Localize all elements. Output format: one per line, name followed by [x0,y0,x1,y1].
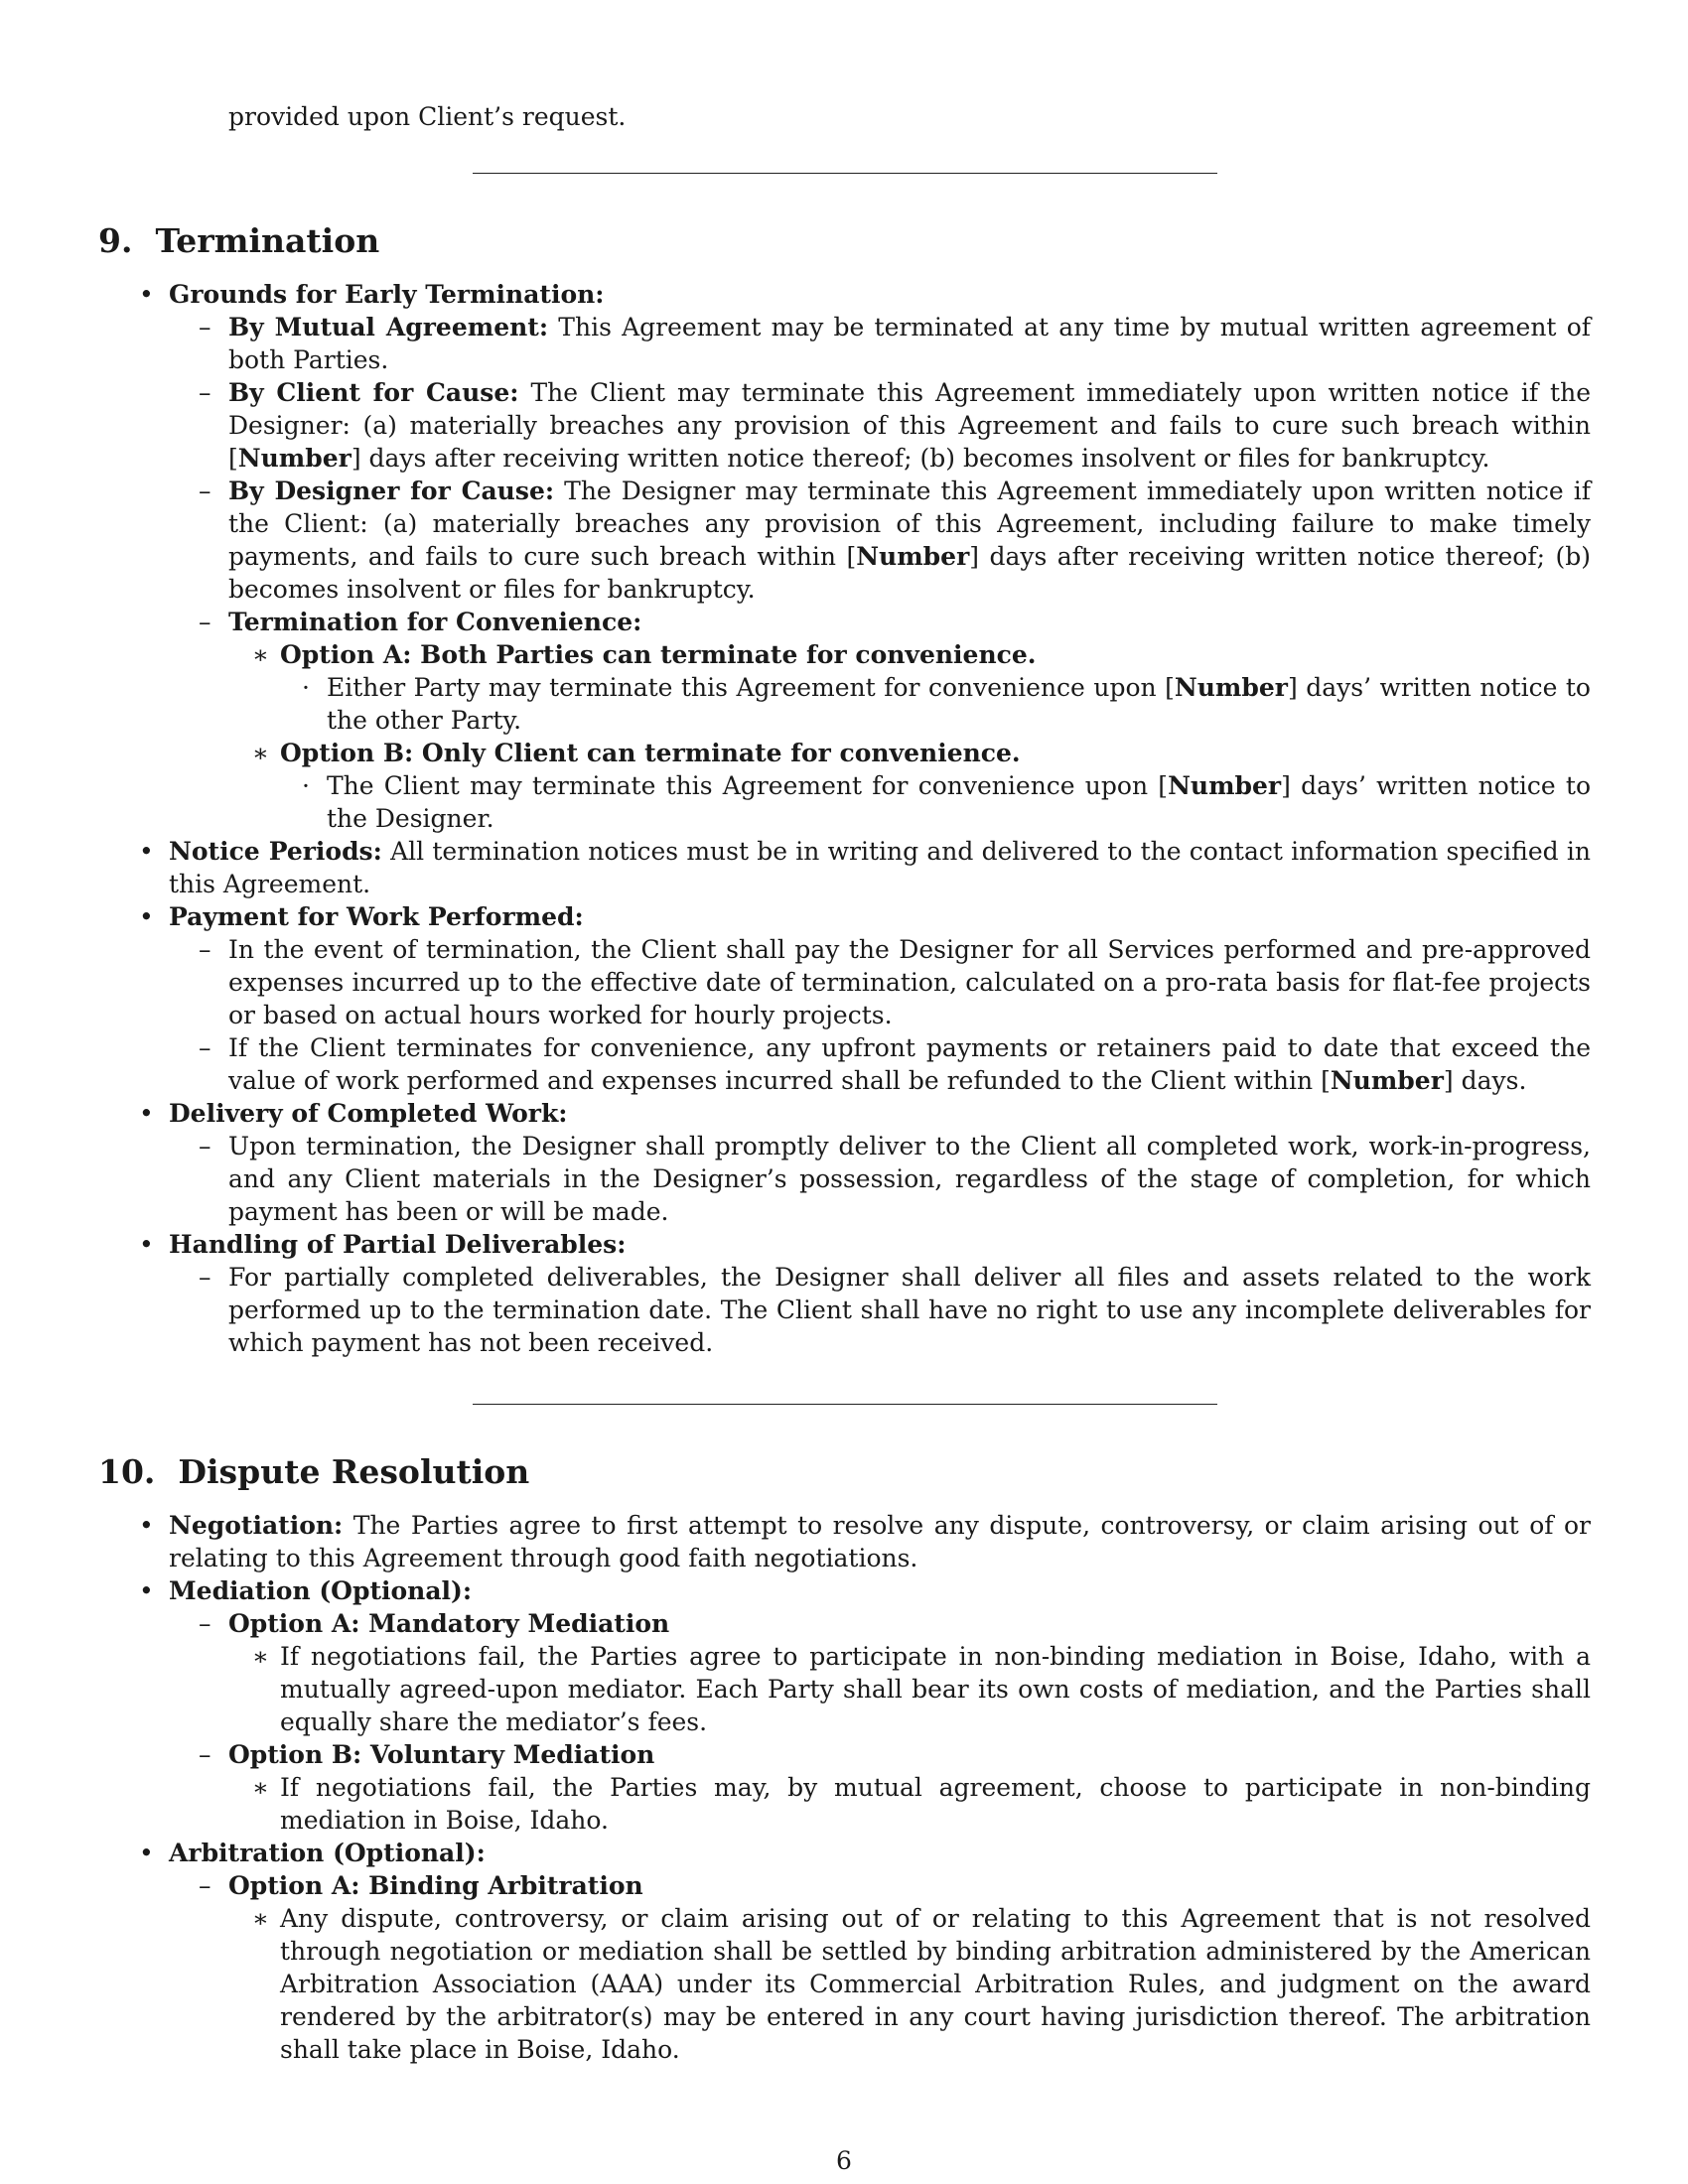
section-divider [473,1404,1217,1405]
handling-of-partial-deliverables: Handling of Partial Deliverables: [169,1230,627,1259]
payment-for-work-performed: Payment for Work Performed: [169,902,584,931]
dash: – [199,1740,211,1769]
placeholder-word: Number [856,542,970,571]
asterisk: ∗ [252,1642,269,1671]
bullet: • [139,1511,154,1540]
by-mutual-agreement: By Mutual Agreement: This Agreement may be terminated at any time by mutual written agreement of both Parties. [228,313,1591,374]
payment-item-1: In the event of termination, the Client shall pay the Designer for all Services performed and pre-approved expenses incurred up to the effective date of termination, calculated on a pro-rata basis for flat-fee projects or based on actual hours worked for hourly projects. [228,935,1591,1029]
asterisk: ∗ [252,1904,269,1933]
mediation-option-a: Option A: Mandatory Mediation [228,1609,670,1638]
dash: – [199,477,211,505]
dash: – [199,313,211,341]
asterisk: ∗ [252,640,269,669]
payment-item-2: If the Client terminates for convenience, any upfront payments or retainers paid to date that exceed the value of work performed and expenses incurred shall be refunded to the Client within [Number] days. [228,1033,1591,1095]
dash: – [199,1132,211,1160]
bullet: • [139,1576,154,1605]
bullet: • [139,280,154,309]
negotiation: Negotiation: The Parties agree to first attempt to resolve any dispute, controversy, or claim arising out of or relating to this Agreement through good faith negotiations. [169,1511,1591,1572]
mediation-option-b-text: If negotiations fail, the Parties may, by mutual agreement, choose to participate in non-binding mediation in Boise, Idaho. [280,1773,1591,1835]
dash: – [199,1871,211,1900]
bullet: • [139,1839,154,1867]
dash: – [199,1033,211,1062]
by-client-for-cause: By Client for Cause: The Client may terminate this Agreement immediately upon written notice if the Designer: (a) materially breaches any provision of this Agreement and fails to cure such breach within [Number] days after receiving written notice thereof; (b) becomes insolvent or files for bankruptcy. [228,378,1591,473]
arbitration-optional: Arbitration (Optional): [169,1839,486,1867]
bullet: • [139,1230,154,1259]
placeholder-word: Number [1168,771,1282,800]
arbitration-option-a-text: Any dispute, controversy, or claim arising out of or relating to this Agreement that is not resolved through negotiation or mediation shall be settled by binding arbitration administered by the American Arbitration Association (AAA) under its Commercial Arbitration Rules, and judgment on the award rendered by the arbitrator(s) may be entered in any court having jurisdiction thereof. The arbitration shall take place in Boise, Idaho. [280,1904,1591,2064]
bullet: • [139,902,154,931]
placeholder-word: Number [1330,1066,1444,1095]
placeholder-word: Number [1174,673,1288,702]
dot: · [302,673,310,702]
dash: – [199,1609,211,1638]
convenience-option-b: Option B: Only Client can terminate for convenience. [280,739,1021,767]
dot: · [302,771,310,800]
dash: – [199,935,211,964]
mediation-optional: Mediation (Optional): [169,1576,473,1605]
by-designer-for-cause: By Designer for Cause: The Designer may terminate this Agreement immediately upon written notice if the Client: (a) materially breaches any provision of this Agreement, including failure to make timely payments, and fails to cure such breach within [Number] days after receiving written notice thereof; (b) becomes insolvent or files for bankruptcy. [228,477,1591,604]
page-number: 6 [836,2146,852,2175]
convenience-option-a-text: Either Party may terminate this Agreement for convenience upon [Number] days’ written notice to the other Party. [327,673,1591,735]
arbitration-option-a: Option A: Binding Arbitration [228,1871,643,1900]
dash: – [199,608,211,636]
convenience-option-b-text: The Client may terminate this Agreement for convenience upon [Number] days’ written notice to the Designer. [327,771,1591,833]
termination-for-convenience: Termination for Convenience: [228,608,642,636]
mediation-option-a-text: If negotiations fail, the Parties agree to participate in non-binding mediation in Boise, Idaho, with a mutually agreed-upon mediator. Each Party shall bear its own costs of mediation, and the Parties shall equally share the mediator’s fees. [280,1642,1591,1736]
mediation-option-b: Option B: Voluntary Mediation [228,1740,655,1769]
delivery-of-completed-work: Delivery of Completed Work: [169,1099,568,1128]
asterisk: ∗ [252,739,269,767]
convenience-option-a: Option A: Both Parties can terminate for convenience. [280,640,1037,669]
grounds-for-early-termination: Grounds for Early Termination: [169,280,605,309]
section-9-heading: 9. Termination [98,221,380,260]
delivery-text: Upon termination, the Designer shall promptly deliver to the Client all completed work, work-in-progress, and any Client materials in the Designer’s possession, regardless of the stage of completion, for which payment has been or will be made. [228,1132,1591,1226]
intro-continuation: provided upon Client’s request. [228,102,627,131]
partial-deliverables-text: For partially completed deliverables, the Designer shall deliver all files and assets related to the work performed up to the termination date. The Client shall have no right to use any incomplete deliverables for which payment has not been received. [228,1263,1591,1357]
asterisk: ∗ [252,1773,269,1802]
section-divider [473,173,1217,174]
section-10-heading: 10. Dispute Resolution [98,1452,530,1491]
notice-periods: Notice Periods: All termination notices must be in writing and delivered to the contact information specified in this Agreement. [169,837,1591,898]
placeholder-word: Number [237,444,352,473]
dash: – [199,1263,211,1292]
bullet: • [139,1099,154,1128]
bullet: • [139,837,154,866]
dash: – [199,378,211,407]
